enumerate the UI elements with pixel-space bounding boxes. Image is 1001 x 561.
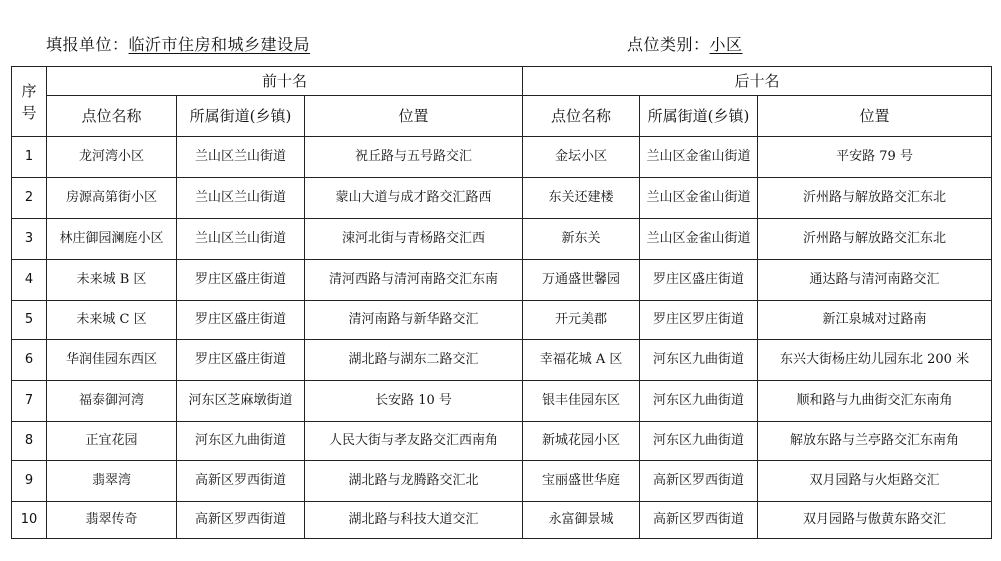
- bottom-location: 双月园路与傲黄东路交汇: [758, 502, 992, 539]
- top-location: 湖北路与湖东二路交汇: [305, 340, 523, 381]
- top-street: 罗庄区盛庄街道: [177, 340, 305, 381]
- col-header-location: 位置: [305, 96, 523, 137]
- row-number: 7: [12, 381, 47, 422]
- bottom-point-name: 开元美郡: [523, 301, 640, 340]
- bottom-location: 新江泉城对过路南: [758, 301, 992, 340]
- bottom-point-name: 宝丽盛世华庭: [523, 461, 640, 502]
- bottom-street: 罗庄区盛庄街道: [640, 260, 758, 301]
- table-row: [12, 301, 992, 340]
- row-number: 9: [12, 461, 47, 502]
- bottom-location: 顺和路与九曲街交汇东南角: [758, 381, 992, 422]
- bottom-location: 沂州路与解放路交汇东北: [758, 219, 992, 260]
- table-row: [12, 422, 992, 461]
- top-point-name: 华润佳园东西区: [47, 340, 177, 381]
- top-location: 湖北路与龙腾路交汇北: [305, 461, 523, 502]
- table-row: [12, 260, 992, 301]
- top-street: 河东区九曲街道: [177, 422, 305, 461]
- top-street: 罗庄区盛庄街道: [177, 260, 305, 301]
- bottom-location: 通达路与清河南路交汇: [758, 260, 992, 301]
- top-point-name: 翡翠传奇: [47, 502, 177, 539]
- point-category-value: 小区: [709, 35, 743, 54]
- ranking-table: [11, 66, 992, 539]
- reporting-unit: [46, 32, 310, 55]
- bottom-street: 高新区罗西街道: [640, 461, 758, 502]
- top-location: 祝丘路与五号路交汇: [305, 137, 523, 178]
- row-number: 1: [12, 137, 47, 178]
- row-number: 4: [12, 260, 47, 301]
- seq-header-bottom: 号: [21, 103, 37, 122]
- bottom-street: 河东区九曲街道: [640, 422, 758, 461]
- top-street: 兰山区兰山街道: [177, 219, 305, 260]
- row-number: 5: [12, 301, 47, 340]
- row-number: 6: [12, 340, 47, 381]
- col-header-location: 位置: [758, 96, 992, 137]
- bottom-street: 兰山区金雀山街道: [640, 178, 758, 219]
- table-row: [12, 219, 992, 260]
- bottom-point-name: 金坛小区: [523, 137, 640, 178]
- reporting-unit-value: 临沂市住房和城乡建设局: [128, 35, 311, 54]
- table-row: [12, 381, 992, 422]
- top-street: 罗庄区盛庄街道: [177, 301, 305, 340]
- seq-header: [12, 67, 47, 137]
- bottom-point-name: 幸福花城 A 区: [523, 340, 640, 381]
- table-row: [12, 340, 992, 381]
- top-point-name: 龙河湾小区: [47, 137, 177, 178]
- top-location: 涑河北街与青杨路交汇西: [305, 219, 523, 260]
- bottom-street: 河东区九曲街道: [640, 381, 758, 422]
- top-location: 人民大街与孝友路交汇西南角: [305, 422, 523, 461]
- top-point-name: 福泰御河湾: [47, 381, 177, 422]
- top-street: 高新区罗西街道: [177, 502, 305, 539]
- bottom-street: 罗庄区罗庄街道: [640, 301, 758, 340]
- bottom-street: 兰山区金雀山街道: [640, 219, 758, 260]
- top-point-name: 林庄御园澜庭小区: [47, 219, 177, 260]
- top-street: 河东区芝麻墩街道: [177, 381, 305, 422]
- bottom-point-name: 永富御景城: [523, 502, 640, 539]
- bottom-point-name: 银丰佳园东区: [523, 381, 640, 422]
- col-header-street: 所属街道(乡镇): [640, 96, 758, 137]
- top-location: 湖北路与科技大道交汇: [305, 502, 523, 539]
- bottom-location: 沂州路与解放路交汇东北: [758, 178, 992, 219]
- col-header-street: 所属街道(乡镇): [177, 96, 305, 137]
- table-row: [12, 502, 992, 539]
- row-number: 8: [12, 422, 47, 461]
- bottom-location: 平安路 79 号: [758, 137, 992, 178]
- top-point-name: 未来城 B 区: [47, 260, 177, 301]
- bottom-point-name: 新城花园小区: [523, 422, 640, 461]
- reporting-unit-label: 填报单位：: [46, 35, 129, 54]
- bottom-street: 兰山区金雀山街道: [640, 137, 758, 178]
- top-street: 兰山区兰山街道: [177, 178, 305, 219]
- top-street: 高新区罗西街道: [177, 461, 305, 502]
- top-point-name: 房源高第街小区: [47, 178, 177, 219]
- bottom-street: 河东区九曲街道: [640, 340, 758, 381]
- bottom-point-name: 东关还建楼: [523, 178, 640, 219]
- point-category-label: 点位类别：: [627, 35, 710, 54]
- bottom-location: 解放东路与兰亭路交汇东南角: [758, 422, 992, 461]
- top-location: 清河西路与清河南路交汇东南: [305, 260, 523, 301]
- group-header-bottom: 后十名: [523, 67, 992, 96]
- top-point-name: 翡翠湾: [47, 461, 177, 502]
- top-location: 蒙山大道与成才路交汇路西: [305, 178, 523, 219]
- top-point-name: 未来城 C 区: [47, 301, 177, 340]
- top-location: 清河南路与新华路交汇: [305, 301, 523, 340]
- bottom-point-name: 万通盛世馨园: [523, 260, 640, 301]
- seq-header-top: 序: [21, 81, 37, 100]
- bottom-location: 双月园路与火炬路交汇: [758, 461, 992, 502]
- bottom-street: 高新区罗西街道: [640, 502, 758, 539]
- col-header-name: 点位名称: [47, 96, 177, 137]
- top-location: 长安路 10 号: [305, 381, 523, 422]
- point-category: [627, 32, 743, 55]
- bottom-point-name: 新东关: [523, 219, 640, 260]
- col-header-name: 点位名称: [523, 96, 640, 137]
- row-number: 2: [12, 178, 47, 219]
- group-header-top: 前十名: [47, 67, 523, 96]
- top-point-name: 正宜花园: [47, 422, 177, 461]
- table-row: [12, 461, 992, 502]
- top-street: 兰山区兰山街道: [177, 137, 305, 178]
- bottom-location: 东兴大街杨庄幼儿园东北 200 米: [758, 340, 992, 381]
- row-number: 3: [12, 219, 47, 260]
- table-row: [12, 137, 992, 178]
- row-number: 10: [12, 502, 47, 539]
- table-row: [12, 178, 992, 219]
